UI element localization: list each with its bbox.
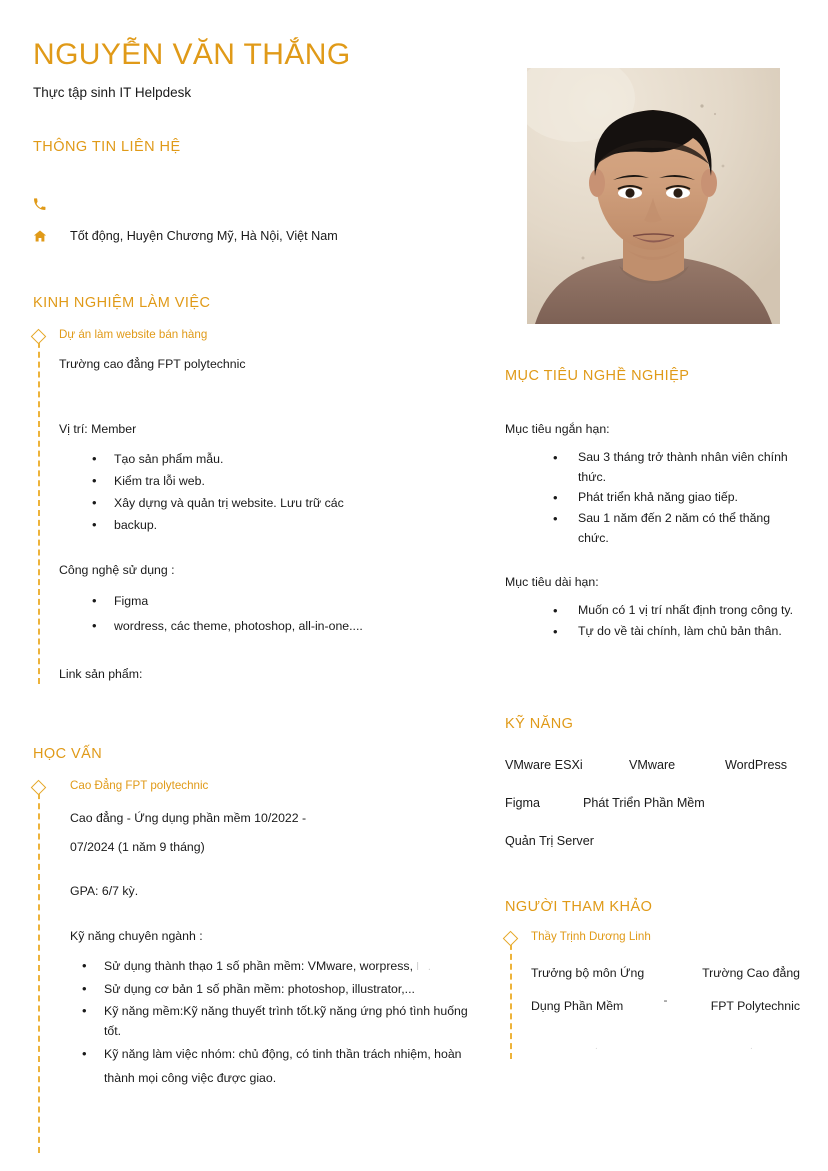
contact-item-phone (33, 194, 473, 216)
objective-long-list (505, 601, 800, 642)
education-gpa: GPA: 6/7 kỳ. (70, 884, 139, 899)
reference-detail-columns (531, 957, 800, 1053)
reference-clipped-left: . (595, 1041, 598, 1053)
list-item: • backup. (92, 515, 473, 535)
contact-section (33, 139, 473, 247)
education-timeline (33, 778, 473, 1153)
skills-row (505, 758, 800, 772)
objective-short-label: Mục tiêu ngắn hạn: (505, 422, 610, 436)
skill-tag: Phát Triển Phần Mềm (583, 796, 705, 810)
reference-role-line-2: Dụng Phần Mềm (531, 998, 624, 1013)
reference-org-column (702, 957, 800, 1022)
education-skill-text: Sử dụng thành thạo 1 số phần mềm: VMware, worpress, (104, 959, 413, 974)
skill-tag: VMware ESXi (505, 758, 583, 772)
list-item: • Figma (92, 590, 473, 613)
skill-tag: VMware (629, 758, 676, 772)
list-item: • Sau 3 tháng trở thành nhân viên chính thức. (553, 448, 800, 488)
education-skill-clipped-text: l . (416, 961, 434, 974)
experience-position: Vị trí: Member (59, 421, 137, 436)
reference-org-line-1: Trường Cao đẳng (702, 966, 800, 981)
skills-row (505, 796, 800, 810)
experience-tech-list (59, 590, 473, 639)
objective-long-label: Mục tiêu dài hạn: (505, 575, 599, 590)
reference-separator: - (663, 993, 668, 1008)
reference-role-line-1: Trưởng bộ môn Ứng (531, 966, 645, 981)
timeline-diamond-icon (31, 779, 47, 795)
skills-heading: KỸ NĂNG (505, 716, 574, 732)
skills-grid (505, 758, 800, 848)
education-skills-label: Kỹ năng chuyên ngành : (70, 929, 203, 944)
list-item: • Xây dựng và quản trị website. Lưu trữ các (92, 493, 473, 513)
references-section (505, 899, 800, 1059)
list-item: • Kiểm tra lỗi web. (92, 471, 473, 491)
list-item: • Sử dụng cơ bản 1 số phần mềm: photoshop, illustrator,... (82, 979, 473, 999)
candidate-photo (527, 68, 780, 324)
reference-org-line-2: FPT Polytechnic (710, 998, 800, 1013)
contact-heading: THÔNG TIN LIÊN HỆ (33, 138, 181, 155)
timeline-diamond-icon (503, 931, 519, 947)
cv-header (33, 38, 473, 100)
list-item (82, 956, 473, 977)
list-item: • Kỹ năng làm việc nhóm: chủ động, có tinh thần trách nhiệm, hoàn thành mọi công việc được giao. (82, 1043, 473, 1090)
education-degree-line-1: Cao đẳng - Ứng dụng phần mềm 10/2022 - (70, 810, 307, 825)
contact-value-address: Tốt động, Huyện Chương Mỹ, Hà Nội, Việt Nam (70, 228, 338, 243)
phone-icon (33, 198, 55, 211)
contact-list (33, 194, 473, 247)
objective-heading: MỤC TIÊU NGHỀ NGHIỆP (505, 368, 690, 384)
list-item: • Muốn có 1 vị trí nhất định trong công ty. (553, 601, 800, 621)
timeline-diamond-icon (31, 328, 47, 344)
experience-entry-body (59, 355, 473, 684)
list-item: • wordress, các theme, photoshop, all-in-one.... (92, 615, 473, 638)
references-timeline (505, 929, 800, 1059)
candidate-name: NGUYỄN VĂN THẮNG (33, 38, 351, 71)
reference-clipped-right: . (750, 1041, 753, 1053)
experience-organization: Trường cao đẳng FPT polytechnic (59, 356, 246, 371)
reference-clipped-text (540, 1041, 800, 1055)
education-entry-body (70, 806, 473, 1090)
education-section (33, 746, 473, 1153)
skills-section (505, 716, 800, 872)
reference-role-column (531, 957, 644, 1022)
skill-tag: Figma (505, 796, 540, 810)
candidate-job-title: Thực tập sinh IT Helpdesk (33, 84, 192, 100)
skill-tag: Quản Trị Server (505, 834, 594, 848)
experience-timeline (33, 327, 473, 684)
list-item: • Kỹ năng mềm:Kỹ năng thuyết trình tốt.kỹ năng ứng phó tình huống tốt. (82, 1001, 473, 1041)
experience-task-list (59, 449, 473, 535)
experience-heading: KINH NGHIỆM LÀM VIỆC (33, 294, 211, 311)
reference-name: Thầy Trịnh Dương Linh (531, 930, 651, 943)
education-degree-line-2: 07/2024 (1 năm 9 tháng) (70, 840, 205, 855)
references-heading: NGƯỜI THAM KHẢO (505, 899, 653, 915)
objective-short-list (505, 448, 800, 550)
experience-section (33, 295, 473, 684)
education-entry-title: Cao Đẳng FPT polytechnic (70, 778, 209, 792)
list-item: • Phát triển khả năng giao tiếp. (553, 488, 800, 508)
list-item: • Tự do về tài chính, làm chủ bản thân. (553, 622, 800, 642)
objective-section (505, 368, 800, 643)
education-heading: HỌC VẤN (33, 745, 103, 762)
list-item: • Tạo sản phẩm mẫu. (92, 449, 473, 469)
experience-entry-title: Dự án làm website bán hàng (59, 327, 208, 341)
home-icon (33, 229, 55, 243)
skill-tag: WordPress (725, 758, 788, 772)
experience-link-label: Link sản phẩm: (59, 666, 143, 681)
education-skill-list (70, 956, 473, 1090)
experience-tech-label: Công nghệ sử dụng : (59, 562, 175, 577)
list-item: • Sau 1 năm đến 2 năm có thể thăng chức. (553, 509, 800, 549)
left-column (33, 0, 473, 1153)
skills-row (505, 834, 800, 848)
contact-item-address (33, 225, 473, 247)
